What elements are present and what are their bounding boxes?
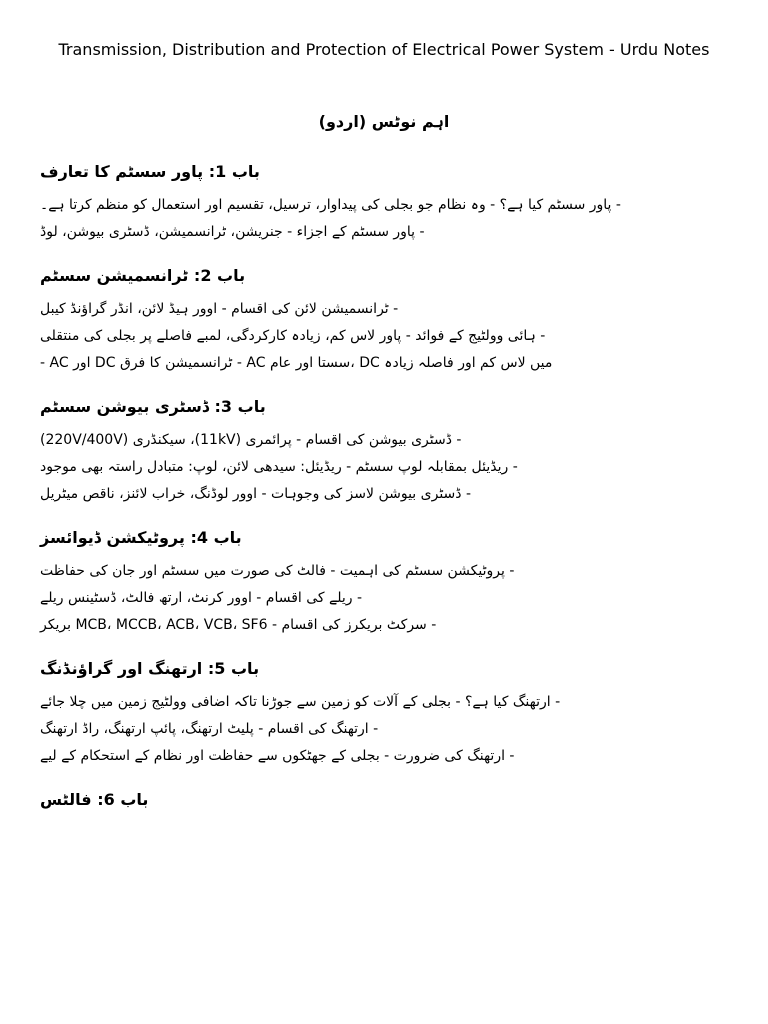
chapter-heading: باب 1: پاور سسٹم کا تعارف (40, 162, 260, 181)
chapter-heading: باب 3: ڈسٹری بیوشن سسٹم (40, 397, 266, 416)
note-line: - پروٹیکشن سسٹم کی اہمیت - فالٹ کی صورت میں سسٹم اور جان کی حفاظت (40, 563, 515, 579)
note-line: - پاور سسٹم کے اجزاء - جنریشن، ٹرانسمیشن، ڈسٹری بیوشن، لوڈ (40, 224, 425, 240)
note-line: - AC اور DC ٹرانسمیشن کا فرق - AC سستا اور عام، DC میں لاس کم اور فاصلہ زیادہ (40, 355, 553, 371)
chapter-lines (40, 689, 768, 770)
note-line: - ریلے کی اقسام - اوور کرنٹ، ارتھ فالٹ، ڈسٹینس ریلے (40, 590, 363, 606)
chapter-4 (40, 526, 768, 639)
chapter-heading: باب 2: ٹرانسمیشن سسٹم (40, 266, 246, 285)
chapter-6 (40, 788, 768, 812)
document-title: Transmission, Distribution and Protection of Electrical Power System - Urdu Notes (58, 40, 710, 59)
note-line: - پاور سسٹم کیا ہے؟ - وہ نظام جو بجلی کی پیداوار، ترسیل، تقسیم اور استعمال کو منظم کرتا ہے۔ (40, 197, 621, 213)
note-line: - ارتھنگ کی اقسام - پلیٹ ارتھنگ، پائپ ارتھنگ، راڈ ارتھنگ (40, 721, 379, 737)
notes-content (40, 160, 768, 830)
note-line: - ڈسٹری بیوشن کی اقسام - پرائمری (11kV)، سیکنڈری (220V/400V) (40, 432, 462, 448)
note-line: - سرکٹ بریکرز کی اقسام - MCB، MCCB، ACB، VCB، SF6 بریکر (40, 617, 437, 633)
chapter-heading: باب 5: ارتھنگ اور گراؤنڈنگ (40, 659, 260, 678)
note-line: - ہائی وولٹیج کے فوائد - پاور لاس کم، زیادہ کارکردگی، لمبے فاصلے پر بجلی کی منتقلی (40, 328, 546, 344)
chapter-lines (40, 192, 768, 246)
note-line: - ارتھنگ کی ضرورت - بجلی کے جھٹکوں سے حفاظت اور نظام کے استحکام کے لیے (40, 748, 515, 764)
note-line: - ارتھنگ کیا ہے؟ - بجلی کے آلات کو زمین سے جوڑنا تاکہ اضافی وولٹیج زمین میں چلا جائے (40, 694, 561, 710)
chapter-lines (40, 296, 768, 377)
chapter-3 (40, 395, 768, 508)
chapter-lines (40, 558, 768, 639)
notes-subtitle: اہم نوٹس (اردو) (318, 112, 450, 131)
chapter-1 (40, 160, 768, 246)
note-line: - ٹرانسمیشن لائن کی اقسام - اوور ہیڈ لائن، انڈر گراؤنڈ کیبل (40, 301, 399, 317)
note-line: - ریڈیئل بمقابلہ لوپ سسٹم - ریڈیئل: سیدھی لائن، لوپ: متبادل راستہ بھی موجود (40, 459, 518, 475)
chapter-2 (40, 264, 768, 377)
chapter-heading: باب 4: پروٹیکشن ڈیوائسز (40, 528, 242, 547)
chapter-lines (40, 427, 768, 508)
chapter-heading: باب 6: فالٹس (40, 790, 149, 809)
note-line: - ڈسٹری بیوشن لاسز کی وجوہات - اوور لوڈنگ، خراب لائنز، ناقص میٹریل (40, 486, 472, 502)
chapter-5 (40, 657, 768, 770)
